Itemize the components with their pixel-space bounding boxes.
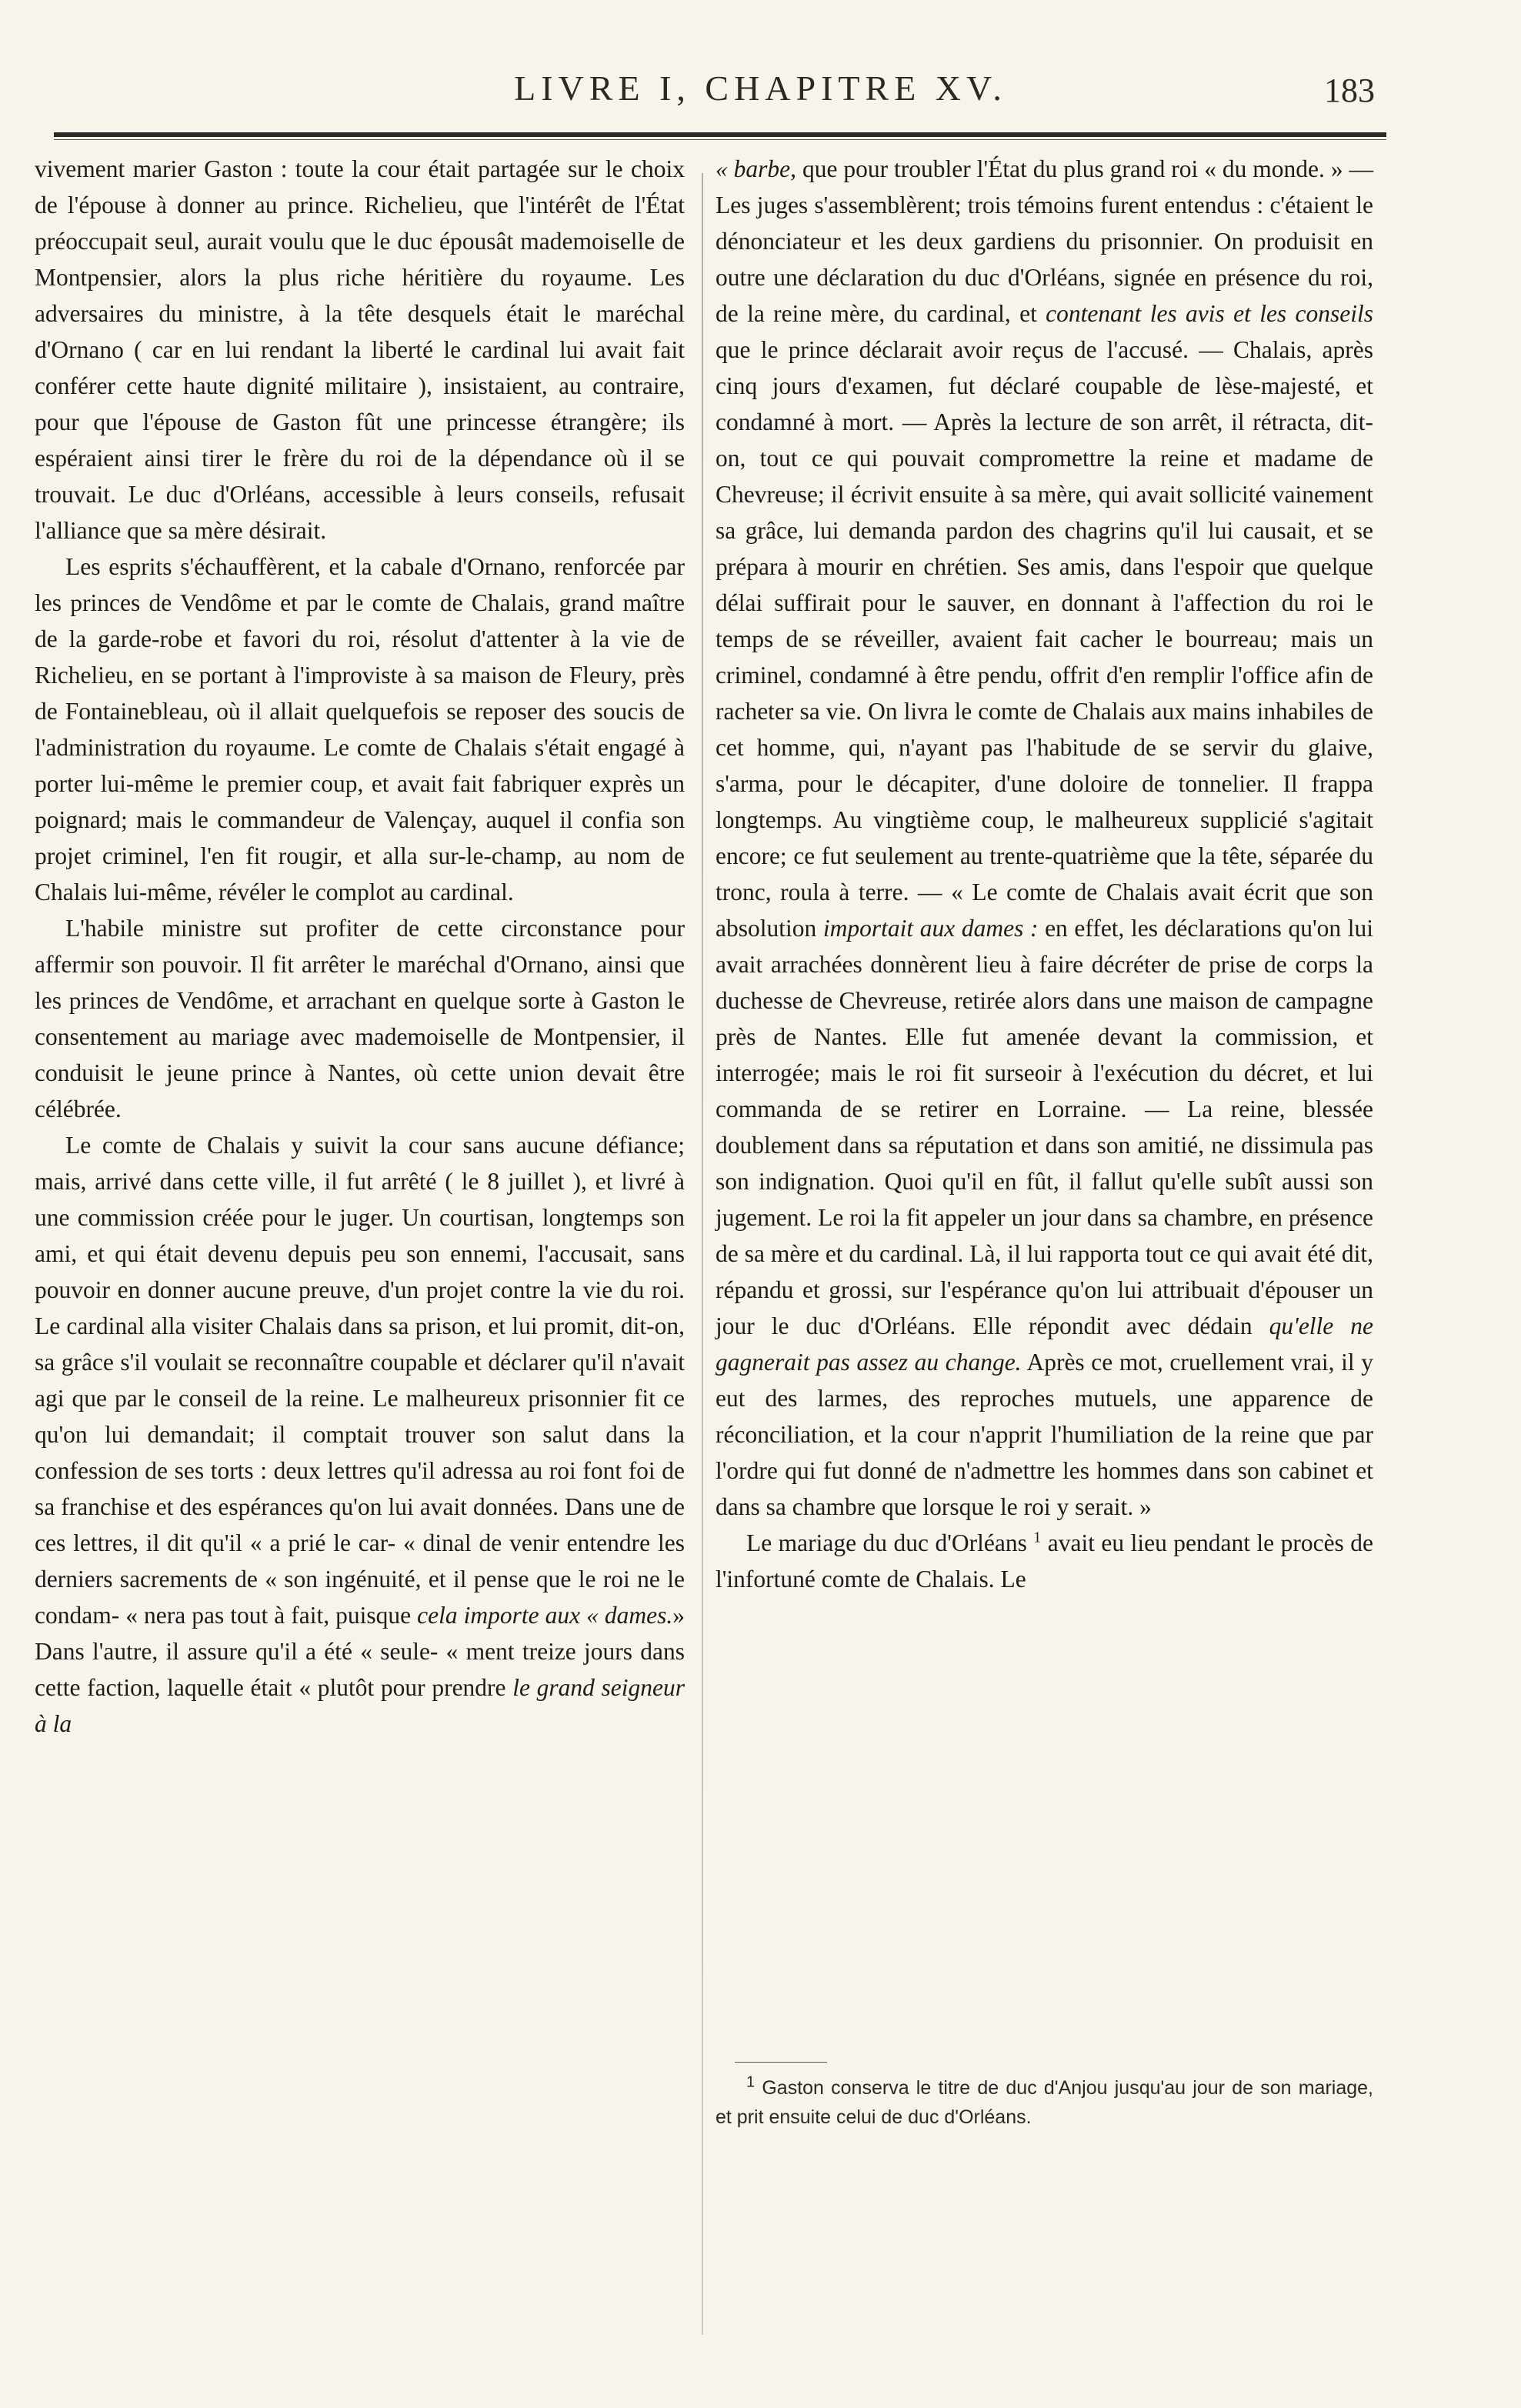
paragraph-text: que pour troubler l'État du plus grand roi « du monde. » — Les juges s'assemblèrent; trois témoins furent entendus : c'étaient le dénonciateur et les deux gardiens du prisonnier. On produisit en outre une déclaration du duc d'Orléans, signée en présence du roi, de la reine mère, du cardinal, et [715,155,1374,327]
italic-quote: le grand seigneur à la [35,1674,685,1737]
page-number: 183 [1324,72,1375,109]
right-column [715,151,1373,1597]
page-header [0,68,1521,122]
footnote-rule [735,2062,827,2063]
italic-quote: importait aux dames : [822,915,1039,942]
paragraph [715,1525,1373,1597]
paragraph: vivement marier Gaston : toute la cour était partagée sur le choix de l'épouse à donner au prince. Richelieu, que l'intérêt de l'État préoccupait seul, aurait voulu que le duc épousât mademoiselle de Montpensier, alors la plus riche héritière du royaume. Les adversaires du ministre, à la tête desquels était le maréchal d'Ornano ( car en lui rendant la liberté le cardinal lui avait fait conférer cette haute dignité militaire ), insistaient, au contraire, pour que l'épouse de Gaston fût une princesse étrangère; ils espéraient ainsi tirer le frère du roi de la dépendance où il se trouvait. Le duc d'Orléans, accessible à leurs conseils, refusait l'alliance que sa mère désirait. [35,155,685,544]
running-title: LIVRE I, CHAPITRE XV. [514,68,1007,108]
footnote-text: Gaston conserva le titre de duc d'Anjou jusqu'au jour de son mariage, et prit ensuite celui de duc d'Orléans. [715,2077,1373,2128]
paragraph-text: que le prince déclarait avoir reçus de l'accusé. — Chalais, après cinq jours d'examen, fut déclaré coupable de lèse-majesté, et condamné à mort. — Après la lecture de son arrêt, il rétracta, dit-on, tout ce qui pouvait compromettre la reine et madame de Chevreuse; il écrivit ensuite à sa mère, qui avait sollicité vainement sa grâce, lui demanda pardon des chagrins qu'il lui causait, et se prépara à mourir en chrétien. Ses amis, dans l'espoir que quelque délai suffirait pour le sauver, en donnant à l'affection du roi le temps de se réveiller, avaient fait cacher le bourreau; mais un criminel, condamné à être pendu, offrit d'en remplir l'office afin de racheter sa vie. On livra le comte de Chalais aux mains inhabiles de cet homme, qui, n'ayant pas l'habitude de se servir du glaive, s'arma, pour le décapiter, d'une doloire de tonnelier. Il frappa longtemps. Au vingtième coup, le malheureux supplicié s'agitait encore; ce fut seulement au trente-quatrième que la tête, séparée du tronc, roula à terre. — « Le comte de Chalais avait écrit que son absolution [715,336,1373,942]
footnote [715,2073,1373,2132]
paragraph: L'habile ministre sut profiter de cette circonstance pour affermir son pouvoir. Il fit arrêter le maréchal d'Ornano, ainsi que les princes de Vendôme, et arrachant en quelque sorte à Gaston le consentement au mariage avec mademoiselle de Montpensier, il conduisit le jeune prince à Nantes, où cette union devait être célébrée. [35,915,685,1122]
paragraph-text: Après ce mot, cruellement vrai, il y eut des larmes, des reproches mutuels, une apparence de réconciliation, et la cour n'apprit l'humiliation de la reine que par l'ordre qui fut donné de n'admettre les hommes dans son cabinet et dans sa chambre que lorsque le roi y serait. » [715,1349,1373,1520]
italic-quote: contenant les avis et les conseils [1046,300,1374,327]
paragraph-text: » Dans l'autre, il assure qu'il a été « seule- « ment treize jours dans cette faction, laquelle était « plutôt pour prendre [35,1602,685,1701]
italic-quote: qu'elle ne gagnerait pas assez au change. [715,1312,1374,1376]
paragraph-text: en effet, les déclarations qu'on lui avait arrachées donnèrent lieu à faire décréter de prise de corps la duchesse de Chevreuse, retirée alors dans une maison de campagne près de Nantes. Elle fut amenée devant la commission, et interrogée; mais le roi fit surseoir à l'exécution du décret, et lui commanda de se retirer en Lorraine. — La reine, blessée doublement dans sa réputation et dans son amitié, ne dissimula pas son indignation. Quoi qu'il en fût, il fallut qu'elle subît aussi son jugement. Le roi la fit appeler un jour dans sa chambre, en présence de sa mère et du cardinal. Là, il lui rapporta tout ce qui avait été dit, répandu et grossi, sur l'espérance qu'on lui attribuait d'épouser un jour le duc d'Orléans. Elle répondit avec dédain [715,915,1373,1339]
header-rule [54,132,1386,137]
left-column [35,151,685,1742]
paragraph [35,1127,685,1742]
paragraph-text: Le comte de Chalais y suivit la cour sans aucune défiance; mais, arrivé dans cette ville, il fut arrêté ( le 8 juillet ), et livré à une commission créée pour le juger. Un courtisan, longtemps son ami, et qui était devenu depuis peu son ennemi, l'accusait, sans pouvoir en donner aucune preuve, d'un projet contre la vie du roi. Le cardinal alla visiter Chalais dans sa prison, et lui promit, dit-on, sa grâce s'il voulait se reconnaître coupable et déclarer qu'il n'avait agi que par le conseil de la reine. Le malheureux prisonnier fit ce qu'on lui demandait; il comptait trouver son salut dans la confession de ses torts : deux lettres qu'il adressa au roi font foi de sa franchise et des espérances qu'on lui avait données. Dans une de ces lettres, il dit qu'il « a prié le car- « dinal de venir entendre les derniers sacrements de « son ingénuité, et il pense que le roi ne le condam- « nera pas tout à fait, puisque [35,1132,685,1629]
footnote-marker: 1 [746,2073,755,2091]
header-rule-thin [54,139,1386,140]
paragraph [715,151,1373,1525]
paragraph-text: avait eu lieu pendant le procès de l'infortuné comte de Chalais. Le [715,1529,1374,1593]
italic-quote: « barbe, [715,155,797,182]
italic-quote: cela importe aux « dames. [417,1602,673,1629]
paragraph: Les esprits s'échauffèrent, et la cabale d'Ornano, renforcée par les princes de Vendôme et par le comte de Chalais, grand maître de la garde-robe et favori du roi, résolut d'attenter à la vie de Richelieu, en se portant à l'improviste à sa maison de Fleury, près de Fontainebleau, où il allait quelquefois se reposer des soucis de l'administration du royaume. Le comte de Chalais s'était engagé à porter lui-même le premier coup, et avait fait fabriquer exprès un poignard; mais le commandeur de Valençay, auquel il confia son projet criminel, l'en fit rougir, et alla sur-le-champ, au nom de Chalais lui-même, révéler le complot au cardinal. [35,553,685,906]
column-divider [702,173,703,2335]
footnote-ref: 1 [1033,1529,1042,1546]
paragraph-text: Le mariage du duc d'Orléans [746,1529,1027,1556]
